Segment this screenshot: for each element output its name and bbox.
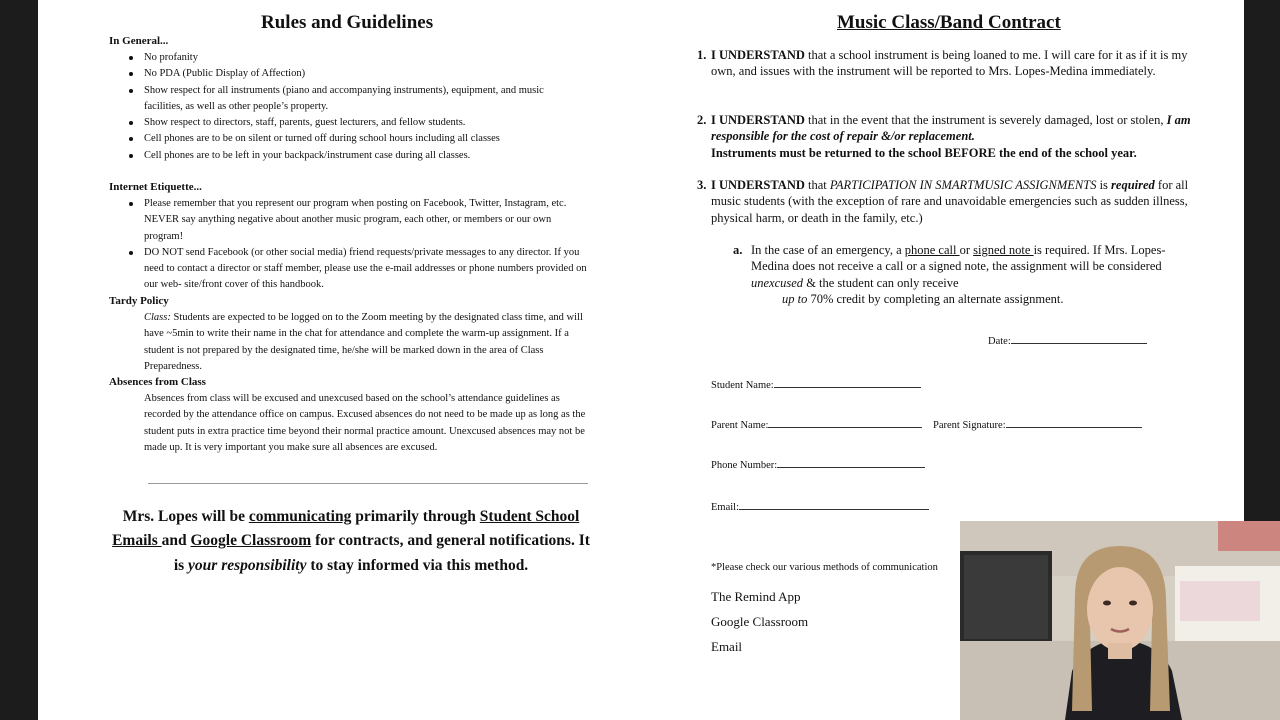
notice-text: Mrs. Lopes will be (122, 508, 249, 525)
contract-title: Music Class/Band Contract (837, 12, 1061, 33)
field-line[interactable] (739, 497, 929, 510)
item-number: 2. (697, 113, 707, 127)
subitem-text: is required. If Mrs. Lopes-Medina does not receive a call or a signed note, the assignment will be considered (751, 243, 1166, 274)
item-lead: I UNDERSTAND (711, 113, 805, 127)
item-lead: I UNDERSTAND (711, 48, 805, 62)
item-bold: Instruments must be returned to the school BEFORE the end of the school year. (711, 145, 1137, 160)
notice-text: communicating (248, 508, 352, 525)
field-line[interactable] (774, 375, 921, 388)
list-item: Show respect to directors, staff, parents, guest lecturers, and fellow students. (108, 115, 578, 131)
subitem-text: phone call (904, 243, 960, 257)
list-item: Cell phones are to be on silent or turned off during school hours including all classes (108, 131, 578, 147)
notice-text: primarily through (351, 508, 480, 525)
list-item: Google Classroom (711, 614, 809, 629)
list-item: No PDA (Public Display of Affection) (108, 66, 578, 82)
contract-subitem-a (733, 242, 1203, 307)
list-item: Cell phones are to be left in your backpack/instrument case during all classes. (108, 148, 578, 164)
tardy-label: Class: (144, 312, 171, 323)
list-item: Email (711, 639, 743, 654)
general-heading: In General... (109, 35, 169, 47)
contract-item-1 (697, 47, 1197, 80)
absences-heading: Absences from Class (109, 376, 206, 388)
list-item: Show respect for all instruments (piano and accompanying instruments), equipment, and music facilities, as well as other people’s property. (108, 83, 578, 116)
field-line[interactable] (1011, 331, 1147, 344)
internet-list (108, 196, 588, 294)
subitem-text: signed note (973, 243, 1034, 257)
item-lead: I UNDERSTAND (711, 178, 805, 192)
contract-item-2 (697, 112, 1197, 161)
item-number: 3. (697, 178, 707, 192)
item-italic: PARTICIPATION IN SMARTMUSIC ASSIGNMENTS (829, 178, 1097, 192)
webcam-video (960, 521, 1280, 720)
subitem-text: or (959, 243, 974, 257)
communication-note: *Please check our various methods of communication (711, 562, 938, 573)
subitem-text: In the case of an emergency, a (751, 243, 905, 257)
item-text: that a school instrument is being loaned to me. I will care for it as if it is my own, and issues with the instrument will be reported to Mrs. Lopes-Medina immediately. (711, 48, 1188, 79)
list-item: No profanity (108, 50, 578, 66)
notice-text: Google Classroom (190, 532, 312, 550)
item-text: that (804, 178, 830, 192)
absences-text: Absences from class will be excused and unexcused based on the school’s attendance guidelines as recorded by the attendance office on campus. Excused absences do not need to be made up as long as the student puts in extra practice time beyond their normal practice amount. Unexcused absences may not be made up. It is very important you make sure all absences are excused. (144, 393, 586, 453)
tardy-heading: Tardy Policy (109, 295, 169, 307)
parent-signature-field[interactable] (933, 415, 1142, 434)
date-field[interactable] (988, 331, 1147, 350)
item-bold-italic: required (1111, 178, 1155, 192)
student-name-field[interactable] (711, 375, 921, 394)
field-label: Parent Signature: (933, 420, 1006, 431)
field-line[interactable] (777, 455, 925, 468)
internet-heading: Internet Etiquette... (109, 181, 202, 193)
tardy-text (144, 310, 584, 375)
item-text: is (1096, 178, 1112, 192)
subitem-text: up to (782, 291, 808, 306)
field-label: Phone Number: (711, 460, 778, 471)
notice-text: Student School Emails (112, 508, 580, 550)
subitem-text: unexcused (751, 275, 804, 290)
item-text: for all music students (with the exception of rare and unavoidable emergencies such as sudden illness, physical harm, or death in the family, etc.) (711, 178, 1189, 225)
field-line[interactable] (1006, 415, 1142, 428)
field-label: Date: (988, 336, 1011, 347)
communication-methods (711, 584, 808, 659)
rules-title: Rules and Guidelines (261, 12, 434, 33)
phone-number-field[interactable] (711, 455, 925, 474)
presenter-image (960, 521, 1280, 720)
email-field[interactable] (711, 497, 929, 516)
item-number: 1. (697, 48, 707, 62)
subitem-text: & the student can only receive (803, 275, 959, 290)
contract-item-3 (697, 177, 1197, 226)
tardy-body: Students are expected to be logged on to the Zoom meeting by the designated class time, and will have ~5min to write their name in the chat for attendance and complete the warm-up assignment. If a student is not prepared by the designated time, he/she will be marked down in the area of Class Preparedness. (144, 312, 583, 372)
list-item: Please remember that you represent our program when posting on Facebook, Twitter, Instagram, etc. NEVER say anything negative about another music program, each other, or members or our own program! (108, 196, 588, 245)
parent-name-field[interactable] (711, 415, 922, 434)
notice-text: to stay informed via this method. (306, 556, 529, 574)
field-label: Parent Name: (711, 420, 769, 431)
subitem-text: 70% credit by completing an alternate assignment. (807, 291, 1064, 306)
item-bold-italic: I am responsible for the cost of repair &/or replacement. (711, 113, 1191, 144)
item-text: that in the event that the instrument is severely damaged, lost or stolen, (804, 113, 1167, 127)
divider (148, 483, 588, 484)
field-line[interactable] (768, 415, 922, 428)
notice-text: your responsibility (188, 556, 307, 574)
list-item: The Remind App (711, 589, 801, 604)
notice-text: for contracts, and general notifications. It is (173, 532, 590, 574)
list-item: DO NOT send Facebook (or other social media) friend requests/private messages to any director. If you need to contact a director or staff member, please use the e-mail addresses or phone numbers provided on our web- site/front cover of this handbook. (108, 245, 588, 294)
communication-notice (106, 505, 596, 578)
field-label: Student Name: (711, 380, 774, 391)
subitem-label: a. (733, 243, 743, 257)
field-label: Email: (711, 502, 739, 513)
general-list (108, 50, 578, 164)
notice-text: and (161, 532, 191, 550)
